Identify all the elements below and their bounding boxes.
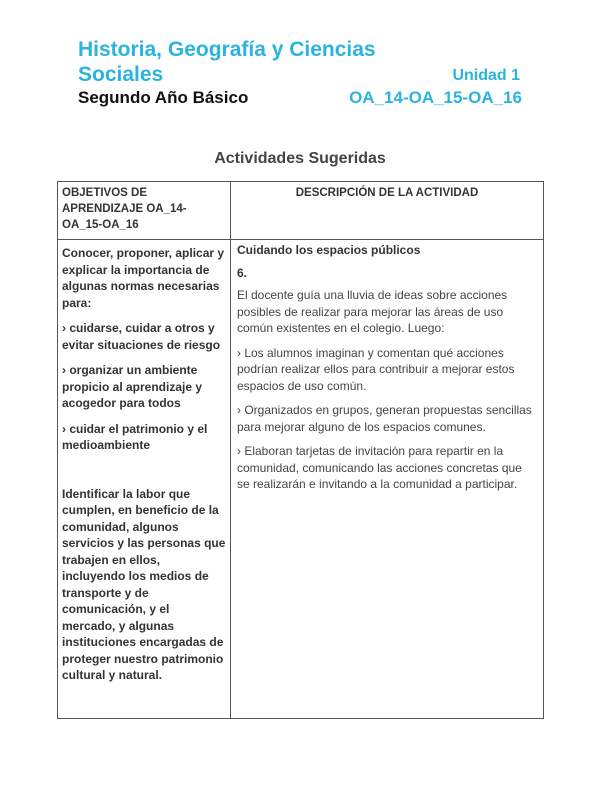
unit-label: Unidad 1: [452, 67, 520, 84]
activity-paragraph: El docente guía una lluvia de ideas sobre acciones posibles de realizar para mejorar las áreas de uso común existentes en el colegio. Luego:: [237, 288, 508, 335]
activity-paragraph: › Organizados en grupos, generan propuestas sencillas para mejorar alguno de los espacios comunes.: [237, 403, 532, 434]
title-unit-row: [78, 62, 528, 87]
description-cell: [231, 240, 544, 719]
subject-title-line2: Sociales: [78, 63, 164, 86]
grade-row: [78, 87, 528, 109]
subject-title: Historia, Geografía y Ciencias: [78, 38, 376, 61]
document-header: [78, 37, 528, 109]
table-header-row: [58, 182, 544, 240]
grade-label: Segundo Año Básico: [78, 88, 249, 107]
activities-table: [57, 181, 544, 719]
activity-number: 6.: [237, 265, 248, 280]
description-header: DESCRIPCIÓN DE LA ACTIVIDAD: [231, 182, 544, 240]
objectives-header: OBJETIVOS DE APRENDIZAJE OA_14-OA_15-OA_16: [58, 182, 231, 240]
objective-item: › cuidarse, cuidar a otros y evitar situaciones de riesgo: [62, 321, 221, 352]
activity-title: Cuidando los espacios públicos: [237, 243, 421, 257]
activity-paragraph: › Elaboran tarjetas de invitación para repartir en la comunidad, comunicando las acciones concretas que se realizarán e invitando a la comunidad a participar.: [237, 444, 522, 491]
objective-second: Identificar la labor que cumplen, en beneficio de la comunidad, algunos servicios y las personas que trabajen en ellos, incluyendo los medios de transporte y de comunicación, y el mercado, y algunas instituciones encargadas de proteger nuestro patrimonio cultural y natural.: [62, 486, 226, 682]
activity-paragraph: › Los alumnos imaginan y comentan qué acciones podrían realizar ellos para contribuir a mejorar estos espacios de uso común.: [237, 345, 515, 393]
table-row: [58, 240, 544, 719]
objective-item: › cuidar el patrimonio y el medioambiente: [62, 421, 208, 452]
objective-intro: Conocer, proponer, aplicar y explicar la importancia de algunas normas necesarias para:: [62, 246, 225, 310]
oa-codes: OA_14-OA_15-OA_16: [349, 88, 522, 107]
objectives-cell: [58, 240, 231, 719]
objective-item: › organizar un ambiente propicio al aprendizaje y acogedor para todos: [62, 363, 203, 410]
section-title: Actividades Sugeridas: [214, 150, 386, 167]
